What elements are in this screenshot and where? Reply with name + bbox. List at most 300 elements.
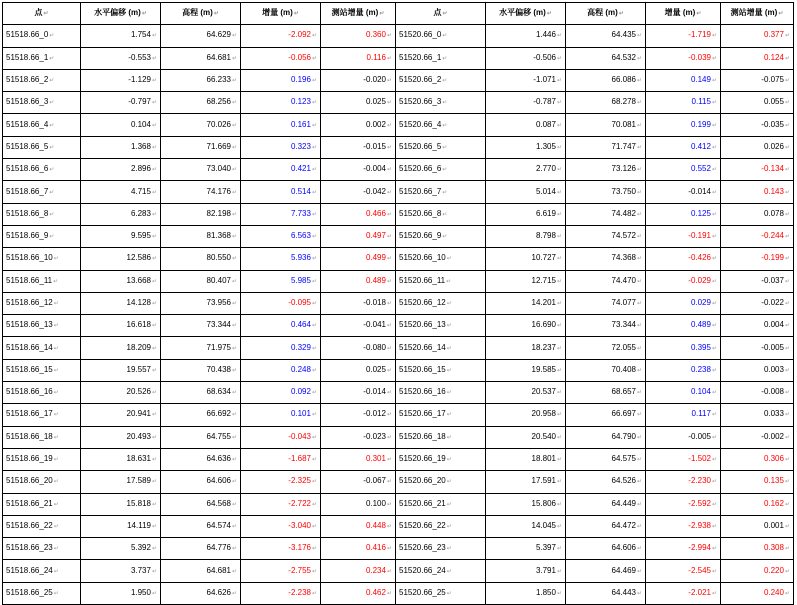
cell-elevation-a: 64.606↵ — [161, 471, 241, 493]
cell-increment-b: -2.938↵ — [646, 515, 721, 537]
cell-offset-b: 8.798↵ — [486, 225, 566, 247]
cell-elevation-a: 64.681↵ — [161, 560, 241, 582]
cell-station-increment-a: -0.023↵ — [321, 426, 396, 448]
cell-offset-a: 1.950↵ — [81, 582, 161, 604]
cell-offset-b: 17.591↵ — [486, 471, 566, 493]
cell-point-b: 51520.66_0↵ — [396, 25, 486, 47]
cell-elevation-a: 64.776↵ — [161, 538, 241, 560]
cell-increment-b: 0.104↵ — [646, 382, 721, 404]
table-row — [3, 248, 794, 270]
cell-increment-b: 0.238↵ — [646, 359, 721, 381]
cell-point-a: 51518.66_10↵ — [3, 248, 81, 270]
cell-offset-a: 17.589↵ — [81, 471, 161, 493]
cell-station-increment-b: 0.001↵ — [721, 515, 794, 537]
cell-point-b: 51520.66_13↵ — [396, 315, 486, 337]
cell-station-increment-b: 0.026↵ — [721, 136, 794, 158]
cell-elevation-b: 74.572↵ — [566, 225, 646, 247]
cell-elevation-b: 74.368↵ — [566, 248, 646, 270]
cell-station-increment-a: -0.012↵ — [321, 404, 396, 426]
table-row — [3, 292, 794, 314]
cell-point-b: 51520.66_7↵ — [396, 181, 486, 203]
cell-station-increment-b: 0.033↵ — [721, 404, 794, 426]
cell-elevation-a: 74.176↵ — [161, 181, 241, 203]
cell-increment-a: -1.687↵ — [241, 448, 321, 470]
cell-elevation-a: 70.026↵ — [161, 114, 241, 136]
cell-point-b: 51520.66_3↵ — [396, 92, 486, 114]
cell-offset-a: 2.896↵ — [81, 159, 161, 181]
cell-increment-a: 5.936↵ — [241, 248, 321, 270]
cell-elevation-b: 64.435↵ — [566, 25, 646, 47]
cell-point-a: 51518.66_20↵ — [3, 471, 81, 493]
cell-increment-a: 0.092↵ — [241, 382, 321, 404]
cell-offset-b: 14.201↵ — [486, 292, 566, 314]
cell-station-increment-b: 0.308↵ — [721, 538, 794, 560]
cell-increment-b: 0.395↵ — [646, 337, 721, 359]
cell-station-increment-b: -0.008↵ — [721, 382, 794, 404]
cell-station-increment-a: 0.100↵ — [321, 493, 396, 515]
table-row — [3, 69, 794, 91]
cell-point-a: 51518.66_11↵ — [3, 270, 81, 292]
cell-elevation-a: 81.368↵ — [161, 225, 241, 247]
table-row — [3, 538, 794, 560]
data-table — [2, 2, 794, 605]
cell-increment-b: -1.719↵ — [646, 25, 721, 47]
cell-point-b: 51520.66_10↵ — [396, 248, 486, 270]
cell-increment-a: -2.755↵ — [241, 560, 321, 582]
cell-increment-a: 5.985↵ — [241, 270, 321, 292]
cell-elevation-b: 64.606↵ — [566, 538, 646, 560]
cell-elevation-a: 70.438↵ — [161, 359, 241, 381]
table-row — [3, 493, 794, 515]
header-point-b: 点↵ — [396, 3, 486, 25]
cell-station-increment-b: 0.162↵ — [721, 493, 794, 515]
cell-point-b: 51520.66_14↵ — [396, 337, 486, 359]
cell-station-increment-a: 0.002↵ — [321, 114, 396, 136]
cell-point-a: 51518.66_9↵ — [3, 225, 81, 247]
cell-elevation-b: 68.278↵ — [566, 92, 646, 114]
header-row — [3, 3, 794, 25]
cell-station-increment-b: 0.377↵ — [721, 25, 794, 47]
cell-station-increment-a: 0.301↵ — [321, 448, 396, 470]
header-station-increment-a: 测站增量 (m)↵ — [321, 3, 396, 25]
cell-increment-b: -0.014↵ — [646, 181, 721, 203]
table-row — [3, 359, 794, 381]
cell-offset-b: 16.690↵ — [486, 315, 566, 337]
cell-increment-a: 0.196↵ — [241, 69, 321, 91]
cell-point-a: 51518.66_12↵ — [3, 292, 81, 314]
cell-point-b: 51520.66_23↵ — [396, 538, 486, 560]
cell-increment-b: 0.199↵ — [646, 114, 721, 136]
cell-offset-a: 20.493↵ — [81, 426, 161, 448]
cell-elevation-a: 68.256↵ — [161, 92, 241, 114]
cell-station-increment-b: -0.005↵ — [721, 337, 794, 359]
cell-elevation-b: 66.697↵ — [566, 404, 646, 426]
cell-station-increment-b: -0.244↵ — [721, 225, 794, 247]
table-row — [3, 560, 794, 582]
cell-offset-a: 20.941↵ — [81, 404, 161, 426]
cell-point-b: 51520.66_18↵ — [396, 426, 486, 448]
cell-station-increment-b: 0.220↵ — [721, 560, 794, 582]
cell-station-increment-a: -0.015↵ — [321, 136, 396, 158]
table-row — [3, 203, 794, 225]
cell-station-increment-b: 0.240↵ — [721, 582, 794, 604]
cell-point-b: 51520.66_6↵ — [396, 159, 486, 181]
cell-increment-b: -0.191↵ — [646, 225, 721, 247]
table-row — [3, 47, 794, 69]
cell-elevation-a: 66.233↵ — [161, 69, 241, 91]
table-row — [3, 471, 794, 493]
cell-point-b: 51520.66_8↵ — [396, 203, 486, 225]
cell-point-b: 51520.66_20↵ — [396, 471, 486, 493]
cell-offset-b: -1.071↵ — [486, 69, 566, 91]
table-row — [3, 337, 794, 359]
cell-elevation-b: 74.077↵ — [566, 292, 646, 314]
cell-increment-b: -0.029↵ — [646, 270, 721, 292]
cell-station-increment-a: 0.234↵ — [321, 560, 396, 582]
cell-point-b: 51520.66_4↵ — [396, 114, 486, 136]
cell-station-increment-a: 0.466↵ — [321, 203, 396, 225]
cell-increment-a: -2.722↵ — [241, 493, 321, 515]
table-body — [3, 25, 794, 605]
cell-point-b: 51520.66_22↵ — [396, 515, 486, 537]
cell-offset-a: 14.119↵ — [81, 515, 161, 537]
cell-increment-b: 0.412↵ — [646, 136, 721, 158]
cell-increment-a: 0.464↵ — [241, 315, 321, 337]
cell-increment-a: -2.238↵ — [241, 582, 321, 604]
table-row — [3, 181, 794, 203]
document-page — [2, 2, 793, 605]
cell-station-increment-b: -0.134↵ — [721, 159, 794, 181]
cell-increment-a: 0.514↵ — [241, 181, 321, 203]
cell-increment-a: 7.733↵ — [241, 203, 321, 225]
cell-point-a: 51518.66_22↵ — [3, 515, 81, 537]
cell-increment-b: -2.592↵ — [646, 493, 721, 515]
cell-increment-b: 0.117↵ — [646, 404, 721, 426]
cell-point-a: 51518.66_4↵ — [3, 114, 81, 136]
cell-elevation-a: 80.550↵ — [161, 248, 241, 270]
cell-elevation-a: 73.344↵ — [161, 315, 241, 337]
cell-point-a: 51518.66_25↵ — [3, 582, 81, 604]
cell-elevation-a: 73.040↵ — [161, 159, 241, 181]
cell-point-a: 51518.66_23↵ — [3, 538, 81, 560]
cell-offset-b: 20.537↵ — [486, 382, 566, 404]
header-increment-a: 增量 (m)↵ — [241, 3, 321, 25]
cell-offset-a: 6.283↵ — [81, 203, 161, 225]
cell-offset-b: 14.045↵ — [486, 515, 566, 537]
cell-station-increment-b: 0.306↵ — [721, 448, 794, 470]
cell-point-a: 51518.66_16↵ — [3, 382, 81, 404]
cell-offset-b: 1.305↵ — [486, 136, 566, 158]
cell-station-increment-a: 0.448↵ — [321, 515, 396, 537]
cell-increment-b: -2.545↵ — [646, 560, 721, 582]
cell-point-a: 51518.66_3↵ — [3, 92, 81, 114]
cell-point-b: 51520.66_25↵ — [396, 582, 486, 604]
cell-station-increment-a: 0.025↵ — [321, 359, 396, 381]
cell-offset-b: 6.619↵ — [486, 203, 566, 225]
cell-point-a: 51518.66_17↵ — [3, 404, 81, 426]
cell-elevation-b: 74.470↵ — [566, 270, 646, 292]
cell-offset-b: 10.727↵ — [486, 248, 566, 270]
table-row — [3, 225, 794, 247]
cell-offset-b: 20.540↵ — [486, 426, 566, 448]
cell-increment-b: -1.502↵ — [646, 448, 721, 470]
cell-elevation-b: 64.443↵ — [566, 582, 646, 604]
cell-station-increment-a: 0.360↵ — [321, 25, 396, 47]
cell-elevation-a: 64.626↵ — [161, 582, 241, 604]
cell-elevation-a: 64.636↵ — [161, 448, 241, 470]
cell-point-a: 51518.66_2↵ — [3, 69, 81, 91]
cell-offset-b: 15.806↵ — [486, 493, 566, 515]
cell-station-increment-b: -0.037↵ — [721, 270, 794, 292]
cell-offset-a: -0.553↵ — [81, 47, 161, 69]
cell-offset-a: 14.128↵ — [81, 292, 161, 314]
header-offset-b: 水平偏移 (m)↵ — [486, 3, 566, 25]
cell-offset-b: 12.715↵ — [486, 270, 566, 292]
cell-offset-a: 12.586↵ — [81, 248, 161, 270]
cell-increment-a: 0.329↵ — [241, 337, 321, 359]
table-row — [3, 315, 794, 337]
cell-station-increment-a: -0.041↵ — [321, 315, 396, 337]
cell-station-increment-a: -0.014↵ — [321, 382, 396, 404]
header-elevation-a: 高程 (m)↵ — [161, 3, 241, 25]
table-row — [3, 515, 794, 537]
cell-offset-b: 1.446↵ — [486, 25, 566, 47]
cell-increment-b: -0.039↵ — [646, 47, 721, 69]
cell-station-increment-a: 0.462↵ — [321, 582, 396, 604]
cell-point-a: 51518.66_15↵ — [3, 359, 81, 381]
cell-station-increment-b: 0.135↵ — [721, 471, 794, 493]
cell-increment-b: 0.552↵ — [646, 159, 721, 181]
cell-increment-a: -0.043↵ — [241, 426, 321, 448]
cell-increment-b: 0.029↵ — [646, 292, 721, 314]
cell-elevation-b: 74.482↵ — [566, 203, 646, 225]
cell-offset-a: 1.754↵ — [81, 25, 161, 47]
cell-offset-b: 1.850↵ — [486, 582, 566, 604]
table-row — [3, 448, 794, 470]
cell-point-b: 51520.66_15↵ — [396, 359, 486, 381]
cell-point-a: 51518.66_8↵ — [3, 203, 81, 225]
cell-increment-b: -0.005↵ — [646, 426, 721, 448]
cell-station-increment-a: -0.080↵ — [321, 337, 396, 359]
cell-increment-a: 0.123↵ — [241, 92, 321, 114]
header-offset-a: 水平偏移 (m)↵ — [81, 3, 161, 25]
cell-increment-a: 0.323↵ — [241, 136, 321, 158]
cell-offset-b: 0.087↵ — [486, 114, 566, 136]
table-row — [3, 382, 794, 404]
cell-offset-a: 15.818↵ — [81, 493, 161, 515]
cell-offset-a: 4.715↵ — [81, 181, 161, 203]
cell-elevation-a: 64.574↵ — [161, 515, 241, 537]
cell-elevation-a: 64.755↵ — [161, 426, 241, 448]
cell-station-increment-a: -0.020↵ — [321, 69, 396, 91]
cell-elevation-b: 70.081↵ — [566, 114, 646, 136]
cell-point-b: 51520.66_21↵ — [396, 493, 486, 515]
cell-point-b: 51520.66_17↵ — [396, 404, 486, 426]
cell-station-increment-a: 0.489↵ — [321, 270, 396, 292]
cell-increment-b: -2.021↵ — [646, 582, 721, 604]
cell-point-a: 51518.66_21↵ — [3, 493, 81, 515]
cell-increment-a: 6.563↵ — [241, 225, 321, 247]
cell-elevation-a: 71.975↵ — [161, 337, 241, 359]
cell-point-b: 51520.66_9↵ — [396, 225, 486, 247]
cell-increment-b: 0.125↵ — [646, 203, 721, 225]
cell-station-increment-a: 0.497↵ — [321, 225, 396, 247]
cell-station-increment-a: 0.416↵ — [321, 538, 396, 560]
table-row — [3, 270, 794, 292]
cell-point-b: 51520.66_24↵ — [396, 560, 486, 582]
cell-increment-a: 0.248↵ — [241, 359, 321, 381]
cell-point-a: 51518.66_18↵ — [3, 426, 81, 448]
cell-increment-b: 0.115↵ — [646, 92, 721, 114]
cell-offset-a: 13.668↵ — [81, 270, 161, 292]
cell-station-increment-b: -0.075↵ — [721, 69, 794, 91]
cell-station-increment-a: 0.499↵ — [321, 248, 396, 270]
cell-increment-a: -2.325↵ — [241, 471, 321, 493]
cell-elevation-a: 71.669↵ — [161, 136, 241, 158]
cell-station-increment-b: 0.078↵ — [721, 203, 794, 225]
table-row — [3, 159, 794, 181]
header-elevation-b: 高程 (m)↵ — [566, 3, 646, 25]
cell-elevation-b: 64.449↵ — [566, 493, 646, 515]
table-row — [3, 114, 794, 136]
cell-increment-a: 0.421↵ — [241, 159, 321, 181]
cell-offset-b: 18.801↵ — [486, 448, 566, 470]
cell-offset-a: 18.209↵ — [81, 337, 161, 359]
cell-increment-a: 0.161↵ — [241, 114, 321, 136]
cell-point-b: 51520.66_16↵ — [396, 382, 486, 404]
cell-station-increment-b: 0.124↵ — [721, 47, 794, 69]
cell-station-increment-b: -0.022↵ — [721, 292, 794, 314]
cell-station-increment-b: 0.143↵ — [721, 181, 794, 203]
table-row — [3, 404, 794, 426]
cell-elevation-a: 80.407↵ — [161, 270, 241, 292]
cell-station-increment-a: 0.025↵ — [321, 92, 396, 114]
cell-elevation-b: 68.657↵ — [566, 382, 646, 404]
cell-offset-a: 18.631↵ — [81, 448, 161, 470]
cell-elevation-b: 73.750↵ — [566, 181, 646, 203]
cell-offset-a: 20.526↵ — [81, 382, 161, 404]
cell-elevation-b: 71.747↵ — [566, 136, 646, 158]
header-increment-b: 增量 (m)↵ — [646, 3, 721, 25]
cell-point-a: 51518.66_19↵ — [3, 448, 81, 470]
cell-offset-a: 5.392↵ — [81, 538, 161, 560]
cell-point-a: 51518.66_0↵ — [3, 25, 81, 47]
cell-offset-b: 18.237↵ — [486, 337, 566, 359]
cell-elevation-b: 73.344↵ — [566, 315, 646, 337]
cell-offset-b: 19.585↵ — [486, 359, 566, 381]
cell-point-b: 51520.66_1↵ — [396, 47, 486, 69]
cell-increment-a: -2.092↵ — [241, 25, 321, 47]
table-row — [3, 92, 794, 114]
cell-offset-a: 1.368↵ — [81, 136, 161, 158]
cell-elevation-a: 64.568↵ — [161, 493, 241, 515]
cell-increment-b: -2.230↵ — [646, 471, 721, 493]
cell-elevation-b: 64.575↵ — [566, 448, 646, 470]
cell-point-a: 51518.66_13↵ — [3, 315, 81, 337]
cell-elevation-a: 66.692↵ — [161, 404, 241, 426]
cell-elevation-b: 64.532↵ — [566, 47, 646, 69]
cell-point-b: 51520.66_5↵ — [396, 136, 486, 158]
cell-offset-a: 3.737↵ — [81, 560, 161, 582]
cell-elevation-a: 64.629↵ — [161, 25, 241, 47]
cell-station-increment-a: -0.042↵ — [321, 181, 396, 203]
cell-increment-a: -3.040↵ — [241, 515, 321, 537]
cell-elevation-b: 70.408↵ — [566, 359, 646, 381]
cell-increment-b: -2.994↵ — [646, 538, 721, 560]
cell-elevation-a: 68.634↵ — [161, 382, 241, 404]
cell-offset-a: 19.557↵ — [81, 359, 161, 381]
cell-offset-b: -0.506↵ — [486, 47, 566, 69]
cell-offset-a: 9.595↵ — [81, 225, 161, 247]
cell-station-increment-a: -0.018↵ — [321, 292, 396, 314]
header-station-increment-b: 测站增量 (m)↵ — [721, 3, 794, 25]
cell-station-increment-a: -0.004↵ — [321, 159, 396, 181]
cell-point-b: 51520.66_12↵ — [396, 292, 486, 314]
cell-offset-b: 2.770↵ — [486, 159, 566, 181]
cell-increment-a: -0.056↵ — [241, 47, 321, 69]
cell-offset-b: -0.787↵ — [486, 92, 566, 114]
cell-point-a: 51518.66_5↵ — [3, 136, 81, 158]
cell-station-increment-a: -0.067↵ — [321, 471, 396, 493]
cell-station-increment-b: 0.004↵ — [721, 315, 794, 337]
cell-elevation-b: 66.086↵ — [566, 69, 646, 91]
cell-station-increment-b: -0.002↵ — [721, 426, 794, 448]
cell-elevation-a: 82.198↵ — [161, 203, 241, 225]
cell-offset-b: 20.958↵ — [486, 404, 566, 426]
cell-offset-a: 16.618↵ — [81, 315, 161, 337]
table-row — [3, 426, 794, 448]
table-row — [3, 582, 794, 604]
cell-station-increment-b: 0.003↵ — [721, 359, 794, 381]
cell-point-a: 51518.66_14↵ — [3, 337, 81, 359]
cell-point-b: 51520.66_2↵ — [396, 69, 486, 91]
cell-increment-a: 0.101↵ — [241, 404, 321, 426]
cell-increment-b: 0.489↵ — [646, 315, 721, 337]
cell-offset-b: 5.014↵ — [486, 181, 566, 203]
table-row — [3, 136, 794, 158]
cell-increment-a: -3.176↵ — [241, 538, 321, 560]
cell-offset-a: -1.129↵ — [81, 69, 161, 91]
cell-point-b: 51520.66_11↵ — [396, 270, 486, 292]
header-point-a: 点↵ — [3, 3, 81, 25]
cell-point-a: 51518.66_24↵ — [3, 560, 81, 582]
cell-increment-b: 0.149↵ — [646, 69, 721, 91]
cell-point-a: 51518.66_1↵ — [3, 47, 81, 69]
cell-offset-a: -0.797↵ — [81, 92, 161, 114]
cell-elevation-b: 73.126↵ — [566, 159, 646, 181]
cell-elevation-b: 64.790↵ — [566, 426, 646, 448]
cell-elevation-b: 64.526↵ — [566, 471, 646, 493]
cell-increment-a: -0.095↵ — [241, 292, 321, 314]
cell-offset-b: 3.791↵ — [486, 560, 566, 582]
cell-station-increment-a: 0.116↵ — [321, 47, 396, 69]
cell-elevation-a: 73.956↵ — [161, 292, 241, 314]
cell-offset-a: 0.104↵ — [81, 114, 161, 136]
cell-elevation-b: 64.472↵ — [566, 515, 646, 537]
cell-point-a: 51518.66_7↵ — [3, 181, 81, 203]
cell-point-a: 51518.66_6↵ — [3, 159, 81, 181]
cell-station-increment-b: -0.199↵ — [721, 248, 794, 270]
cell-station-increment-b: 0.055↵ — [721, 92, 794, 114]
cell-offset-b: 5.397↵ — [486, 538, 566, 560]
table-row — [3, 25, 794, 47]
cell-point-b: 51520.66_19↵ — [396, 448, 486, 470]
cell-elevation-b: 72.055↵ — [566, 337, 646, 359]
cell-elevation-b: 64.469↵ — [566, 560, 646, 582]
cell-increment-b: -0.426↵ — [646, 248, 721, 270]
cell-elevation-a: 64.681↵ — [161, 47, 241, 69]
cell-station-increment-b: -0.035↵ — [721, 114, 794, 136]
